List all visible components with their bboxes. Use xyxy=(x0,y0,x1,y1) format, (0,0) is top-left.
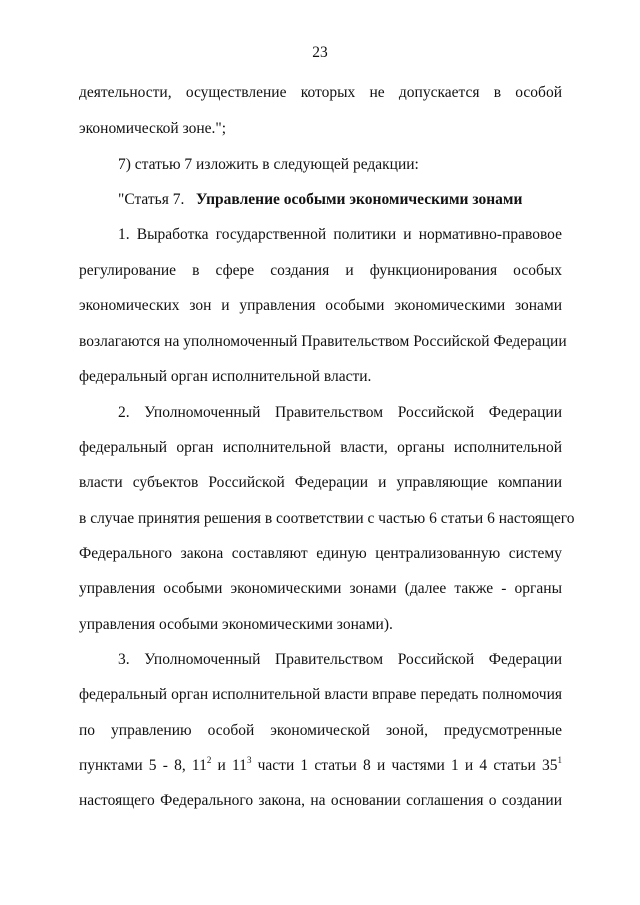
text-line: по управлению особой экономической зоной, предусмотренные xyxy=(79,722,562,739)
text-fragment: части 1 статьи 8 и частями 1 и 4 статьи 35 xyxy=(251,757,558,774)
text-line: экономических зон и управления особыми экономическими зонами xyxy=(79,297,562,314)
text-line: в случае принятия решения в соответствии с частью 6 статьи 6 настоящего xyxy=(79,510,575,527)
text-line: управления особыми экономическими зонами (далее также - органы xyxy=(79,580,562,597)
text-line-with-superscripts xyxy=(79,755,562,777)
text-line: 1. Выработка государственной политики и нормативно-правовое xyxy=(118,226,562,243)
text-line: 2. Уполномоченный Правительством Российской Федерации xyxy=(118,404,562,421)
text-line: управления особыми экономическими зонами). xyxy=(79,616,393,633)
text-line: 7) статью 7 изложить в следующей редакции: xyxy=(118,156,419,173)
article-number: "Статья 7. xyxy=(118,191,185,208)
text-line: федеральный орган исполнительной власти, органы исполнительной xyxy=(79,439,562,456)
text-fragment: и 11 xyxy=(211,757,247,774)
text-line: настоящего Федерального закона, на основании соглашения о создании xyxy=(79,792,562,809)
text-line: федеральный орган исполнительной власти. xyxy=(79,368,372,385)
superscript: 3 xyxy=(246,754,252,765)
text-line: экономической зоне."; xyxy=(79,120,227,137)
superscript: 2 xyxy=(206,754,212,765)
text-line: возлагаются на уполномоченный Правительством Российской Федерации xyxy=(79,333,567,350)
text-line: федеральный орган исполнительной власти вправе передать полномочия xyxy=(79,686,562,703)
text-line: деятельности, осуществление которых не допускается в особой xyxy=(79,84,562,101)
text-line: регулирование в сфере создания и функционирования особых xyxy=(79,262,562,279)
text-line: Федерального закона составляют единую централизованную систему xyxy=(79,545,562,562)
article-title: Управление особыми экономическими зонами xyxy=(196,191,523,208)
text-fragment: пунктами 5 - 8, 11 xyxy=(79,757,207,774)
superscript: 1 xyxy=(557,754,562,765)
text-line: власти субъектов Российской Федерации и управляющие компании xyxy=(79,474,562,491)
text-line: 3. Уполномоченный Правительством Российской Федерации xyxy=(118,651,562,668)
article-heading xyxy=(118,189,522,211)
page-number: 23 xyxy=(312,44,328,61)
